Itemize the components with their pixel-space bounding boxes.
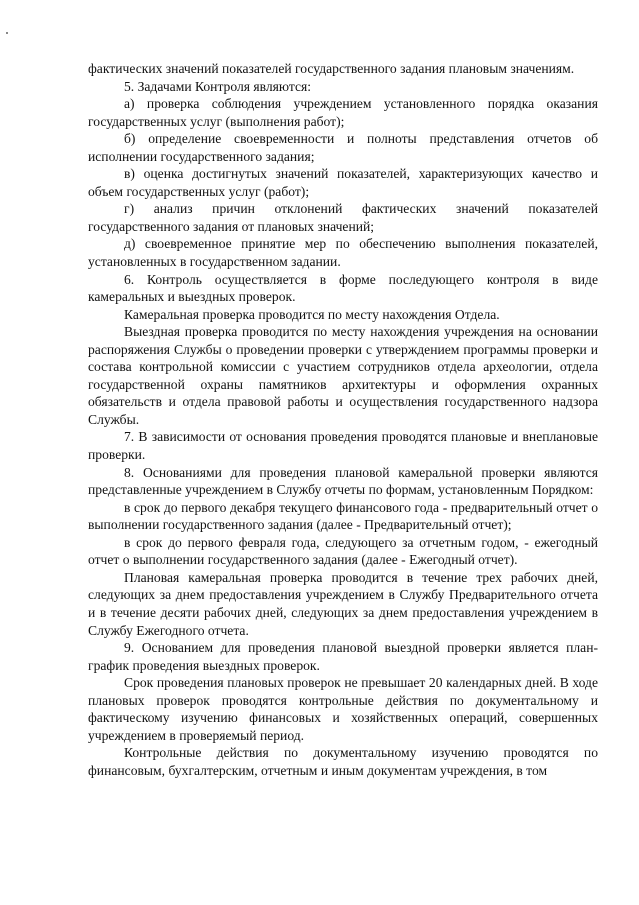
paragraph-item-8: 8. Основаниями для проведения плановой камеральной проверки являются представленные учреждением в Службу отчеты по формам, установленным Порядком: xyxy=(88,464,598,498)
paragraph-item-5: 5. Задачами Контроля являются: xyxy=(124,78,312,94)
paragraph-subitem-a: а) проверка соблюдения учреждением установленного порядка оказания государственных услуг (выполнения работ); xyxy=(88,96,598,129)
paragraph-item-9: 9. Основанием для проведения плановой выездной проверки является план-график проведения выездных проверок. xyxy=(88,640,598,673)
paragraph-audit-duration: Срок проведения плановых проверок не превышает 20 календарных дней. В ходе плановых проверок проводятся контрольные действия по документальному и фактическому изучению финансовых и хозяйственных операций, совершенных учреждением в проверяемый период. xyxy=(88,675,598,743)
paragraph-desk-audit: Камеральная проверка проводится по месту нахождения Отдела. xyxy=(124,306,500,322)
paragraph-continuation: фактических значений показателей государственного задания плановым значениям. xyxy=(88,61,575,76)
paragraph-field-audit: Выездная проверка проводится по месту нахождения учреждения на основании распоряжения Службы о проведении проверки с утверждением программы проверки и состава контрольной комиссии с участием сотрудников отдела археологии, отдела государственной охраны памятников архитектуры и оформления охранных обязательств и отдела правовой работы и осуществления государственного надзора Службы. xyxy=(88,324,598,427)
paragraph-subitem-b: б) определение своевременности и полноты представления отчетов об исполнении государственного задания; xyxy=(88,131,598,164)
paragraph-subitem-d: д) своевременное принятие мер по обеспечению выполнения показателей, установленных в государственном задании. xyxy=(88,236,598,270)
paragraph-item-6: 6. Контроль осуществляется в форме последующего контроля в виде камеральных и выездных проверок. xyxy=(88,271,598,305)
paragraph-control-actions: Контрольные действия по документальному изучению проводятся по финансовым, бухгалтерским, отчетным и иным документам учреждения, в том xyxy=(88,745,598,778)
paragraph-preliminary-report: в срок до первого декабря текущего финансового года - предварительный отчет о выполнении государственного задания (далее - Предварительный отчет); xyxy=(88,499,598,533)
paragraph-item-7: 7. В зависимости от основания проведения проводятся плановые и внеплановые проверки. xyxy=(88,429,598,463)
scan-speck xyxy=(6,32,8,34)
paragraph-annual-report: в срок до первого февраля года, следующего за отчетным годом, - ежегодный отчет о выполнении государственного задания (далее - Ежегодный отчет). xyxy=(88,534,598,568)
paragraph-desk-audit-term: Плановая камеральная проверка проводится в течение трех рабочих дней, следующих за днем предоставления учреждением в Службу Предварительного отчета и в течение десяти рабочих дней, следующих за днем предоставления учреждением в Службу Ежегодного отчета. xyxy=(88,569,598,638)
document-page xyxy=(88,60,598,779)
paragraph-subitem-v: в) оценка достигнутых значений показателей, характеризующих качество и объем государственных услуг (работ); xyxy=(88,166,598,199)
paragraph-subitem-g: г) анализ причин отклонений фактических значений показателей государственного задания от плановых значений; xyxy=(88,201,598,234)
